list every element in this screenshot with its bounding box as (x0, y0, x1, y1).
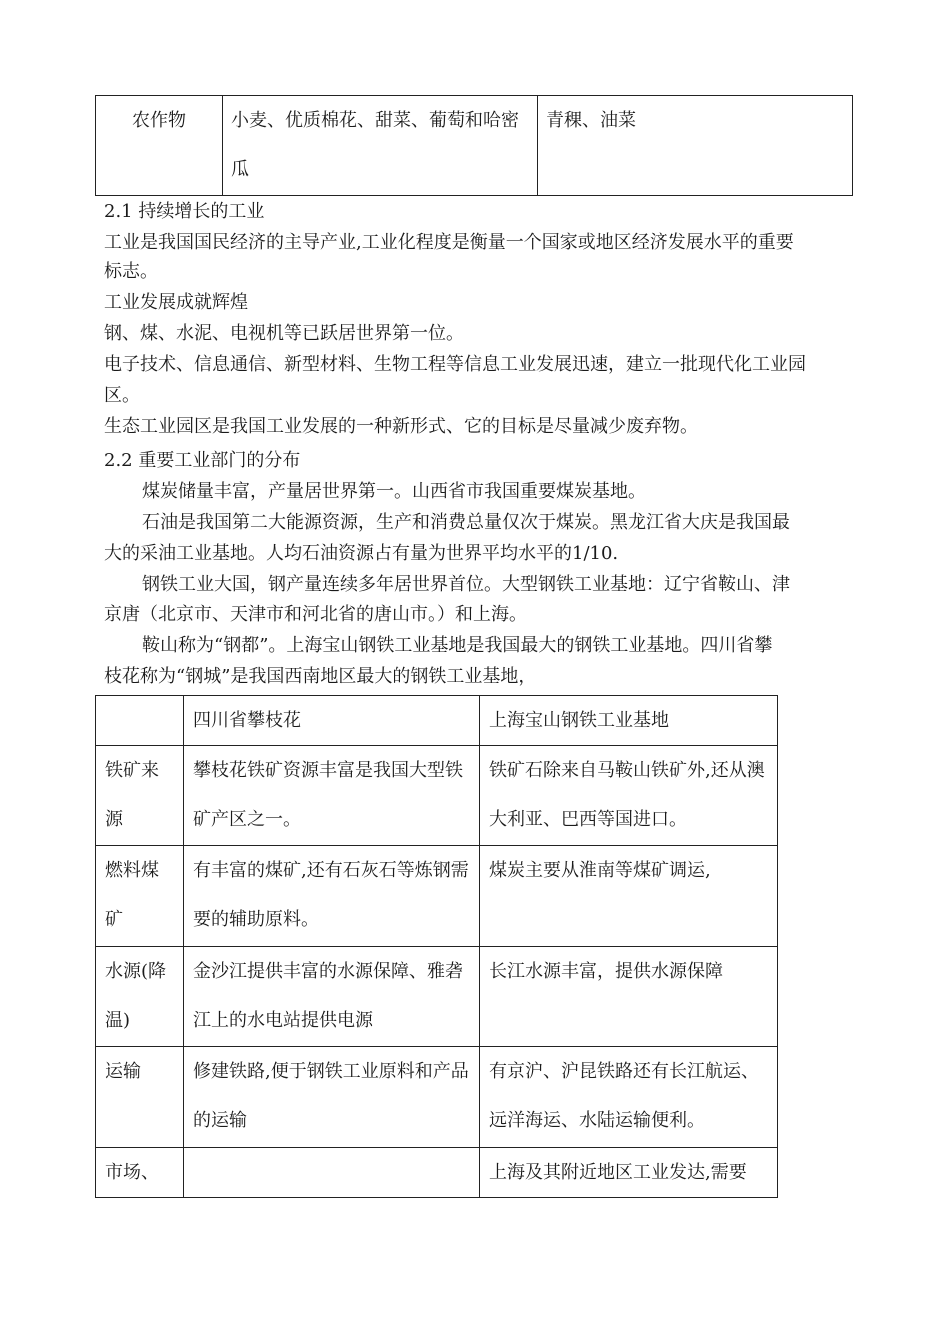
paragraph-line: 工业发展成就辉煌 (104, 292, 248, 313)
section-heading: 2.2 重要工业部门的分布 (104, 450, 301, 471)
paragraph-line: 钢铁工业大国，钢产量连续多年居世界首位。大型钢铁工业基地：辽宁省鞍山、津 (142, 574, 790, 595)
paragraph-line: 钢、煤、水泥、电视机等已跃居世界第一位。 (104, 323, 464, 344)
table-cell: 煤炭主要从淮南等煤矿调运, (480, 846, 778, 947)
row-label-cell: 铁矿来源 (96, 746, 184, 846)
table-cell: 有京沪、沪昆铁路还有长江航运、远洋海运、水陆运输便利。 (480, 1047, 778, 1148)
table-cell: 金沙江提供丰富的水源保障、雅砻江上的水电站提供电源 (184, 947, 480, 1047)
paragraph-line: 电子技术、信息通信、新型材料、生物工程等信息工业发展迅速，建立一批现代化工业园 (104, 354, 806, 375)
table-cell: 青稞、油菜 (538, 96, 853, 196)
table-row (96, 746, 778, 846)
steel-base-table (95, 695, 778, 1198)
row-label-cell: 燃料煤矿 (96, 846, 184, 947)
table-cell: 铁矿石除来自马鞍山铁矿外,还从澳大利亚、巴西等国进口。 (480, 746, 778, 846)
table-row (96, 96, 853, 196)
paragraph-line: 标志。 (104, 261, 158, 282)
table-cell: 上海及其附近地区工业发达,需要 (480, 1148, 778, 1198)
table-cell: 修建铁路,便于钢铁工业原料和产品的运输 (184, 1047, 480, 1148)
table-cell: 长江水源丰富，提供水源保障 (480, 947, 778, 1047)
table-cell: 小麦、优质棉花、甜菜、葡萄和哈密瓜 (223, 96, 538, 196)
table-cell: 有丰富的煤矿,还有石灰石等炼钢需要的辅助原料。 (184, 846, 480, 947)
section-heading: 2.1 持续增长的工业 (104, 201, 265, 222)
paragraph-line: 煤炭储量丰富，产量居世界第一。山西省市我国重要煤炭基地。 (142, 481, 646, 502)
table-row (96, 1047, 778, 1148)
table-row (96, 846, 778, 947)
row-label-cell: 水源(降温) (96, 947, 184, 1047)
table-row (96, 1148, 778, 1198)
table-header-cell (96, 696, 184, 746)
table-row (96, 947, 778, 1047)
table-cell (184, 1148, 480, 1198)
paragraph-line: 京唐（北京市、天津市和河北省的唐山市。）和上海。 (104, 604, 527, 625)
paragraph-line: 枝花称为“钢城”是我国西南地区最大的钢铁工业基地， (104, 666, 537, 687)
table-header-cell: 四川省攀枝花 (184, 696, 480, 746)
paragraph-line: 大的采油工业基地。人均石油资源占有量为世界平均水平的1/10. (104, 543, 619, 564)
paragraph-line: 石油是我国第二大能源资源，生产和消费总量仅次于煤炭。黑龙江省大庆是我国最 (142, 512, 790, 533)
paragraph-line: 鞍山称为“钢都”。上海宝山钢铁工业基地是我国最大的钢铁工业基地。四川省攀 (142, 635, 773, 656)
crops-table (95, 95, 853, 196)
table-header-row (96, 696, 778, 746)
crops-label-cell: 农作物 (96, 96, 223, 196)
row-label-cell: 运输 (96, 1047, 184, 1148)
paragraph-line: 区。 (104, 385, 140, 406)
table-header-cell: 上海宝山钢铁工业基地 (480, 696, 778, 746)
table-cell: 攀枝花铁矿资源丰富是我国大型铁矿产区之一。 (184, 746, 480, 846)
paragraph-line: 工业是我国国民经济的主导产业,工业化程度是衡量一个国家或地区经济发展水平的重要 (104, 232, 794, 253)
row-label-cell: 市场、 (96, 1148, 184, 1198)
paragraph-line: 生态工业园区是我国工业发展的一种新形式、它的目标是尽量减少废弃物。 (104, 416, 698, 437)
